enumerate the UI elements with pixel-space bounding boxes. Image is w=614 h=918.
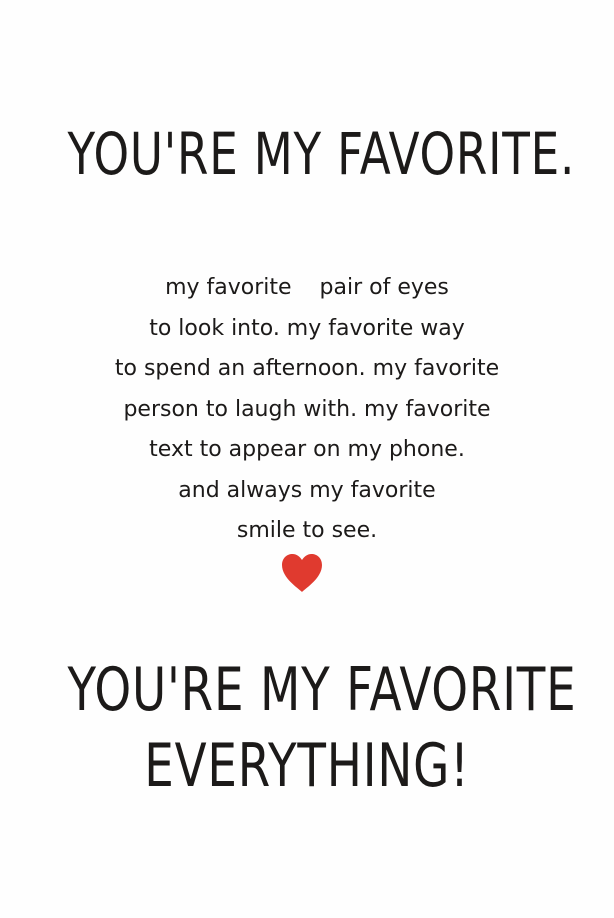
- heart-icon: [280, 552, 324, 594]
- message-line: my favorite pair of eyes: [165, 275, 449, 300]
- message-line: to look into. my favorite way: [149, 315, 465, 341]
- message-line: and always my favorite: [178, 477, 436, 503]
- closing-line: YOU'RE MY FAVORITE: [67, 655, 577, 725]
- message-line: smile to see.: [236, 518, 378, 543]
- closing-line: EVERYTHING!: [144, 731, 470, 801]
- message-line: text to appear on my phone.: [149, 437, 465, 462]
- card-heading: YOU'RE MY FAVORITE.: [67, 120, 576, 188]
- message-line: person to laugh with. my favorite: [123, 396, 491, 422]
- card-closing: [67, 652, 577, 804]
- message-line: to spend an afternoon. my favorite: [114, 356, 500, 381]
- card-message: [0, 268, 614, 552]
- heart-shape: [282, 554, 322, 592]
